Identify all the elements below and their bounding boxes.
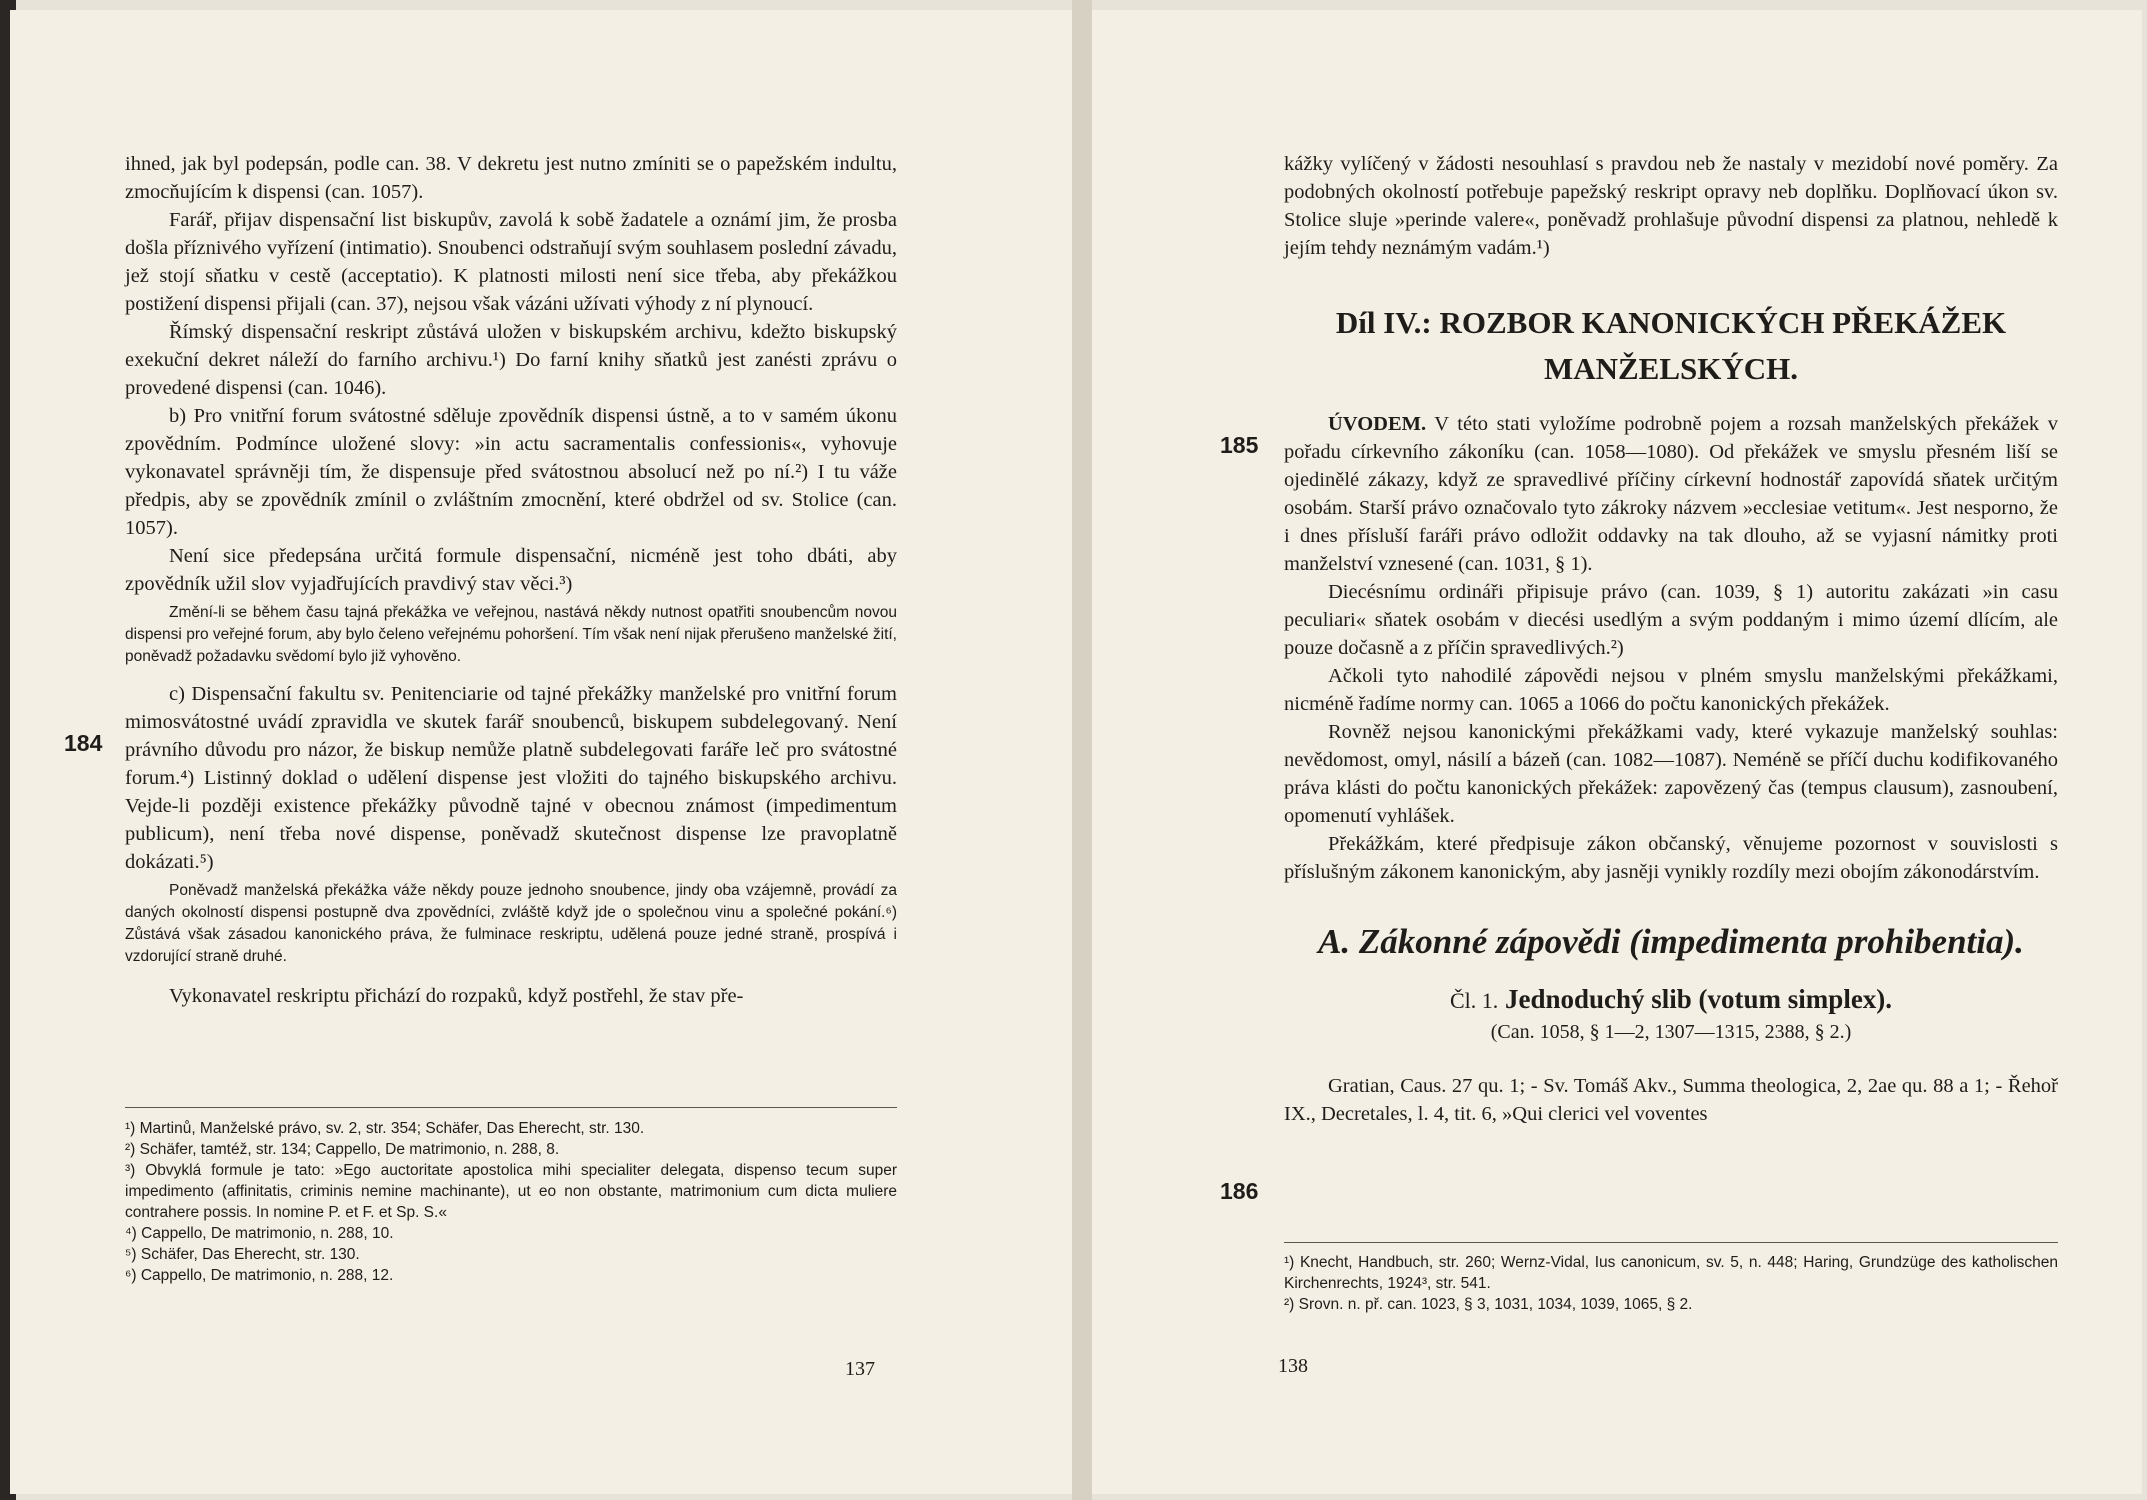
paragraph: Ačkoli tyto nahodilé zápovědi nejsou v plném smyslu manželskými překážkami, nicméně řadíme normy can. 1065 a 1066 do počtu kanonických překážek.	[1284, 665, 2058, 715]
left-main-text	[125, 150, 897, 1010]
footnote: ⁴) Cappello, De matrimonio, n. 288, 10.	[125, 1225, 394, 1242]
paragraph: Gratian, Caus. 27 qu. 1; - Sv. Tomáš Akv., Summa theologica, 2, 2ae qu. 88 a 1; - Řehoř IX., Decretales, l. 4, tit. 6, »Qui clerici vel voventes	[1284, 1075, 2058, 1125]
paragraph: Diecésnímu ordináři připisuje právo (can. 1039, § 1) autoritu zakázati »in casu peculiari« sňatek osobám v diecési usedlým a svým poddaným i mimo území dlícím, ale pouze dočasně a z příčin spravedlivých.²)	[1284, 581, 2058, 659]
paragraph: Římský dispensační reskript zůstává uložen v biskupském archivu, kdežto biskupský exekuční dekret náleží do farního archivu.¹) Do farní knihy sňatků jest zanésti zprávu o provedené dispensi (can. 1046).	[125, 321, 897, 399]
paragraph: b) Pro vnitřní forum svátostné sděluje zpovědník dispensi ústně, a to v samém úkonu zpovědním. Podmínce uložené slovy: »in actu sacramentalis confessionis«, vyhovuje vykonavatel správněji tím, že dispensuje před svátostnou absolucí než po ní.²) I tu váže předpis, aby se zpovědník zmínil o zvláštním zmocnění, které obdržel od sv. Stolice (can. 1057).	[125, 405, 897, 539]
paragraph: Překážkám, které předpisuje zákon občanský, věnujeme pozornost v souvislosti s příslušným zákonem kanonickým, aby jasněji vynikly rozdíly mezi obojím zákonodárstvím.	[1284, 833, 2058, 883]
section-heading	[1284, 300, 2058, 392]
paragraph: Vykonavatel reskriptu přichází do rozpaků, když postřehl, že stav pře-	[169, 985, 744, 1007]
footnote: ¹) Knecht, Handbuch, str. 260; Wernz-Vidal, Ius canonicum, sv. 5, n. 448; Haring, Grundzüge des katholischen Kirchenrechts, 1924³, str. 541.	[1284, 1254, 2058, 1292]
small-print-note: Změní-li se během času tajná překážka ve veřejnou, nastává někdy nutnost opatřiti snoubencům novou dispensi pro veřejné forum, aby bylo čeleno veřejnému pohoršení. Tím však není nijak přerušeno manželské žití, poněvadž požadavku svědomí bylo již vyhověno.	[125, 604, 897, 665]
footnote-rule	[1284, 1242, 2058, 1243]
paragraph-text: V této stati vyložíme podrobně pojem a rozsah manželských překážek v pořadu církevního zákoníku (can. 1058—1080). Od překážek ve smyslu přesném liší se ojedinělé zákazy, když ze spravedlivé příčiny církevní hodnostář zapovídá sňatek určitým osobám. Starší právo označovalo tyto zákroky názvem »ecclesiae vetitum«. Jest nesporno, že i dnes přísluší faráři právo odložit oddavky na tak dlouho, až se vyjasní námitky proti manželství vznesené (can. 1031, § 1).	[1284, 413, 2058, 575]
section-heading-line: MANŽELSKÝCH.	[1543, 351, 1799, 386]
footnote-rule	[125, 1107, 897, 1108]
paragraph: Rovněž nejsou kanonickými překážkami vady, které vykazuje manželský souhlas: nevědomost, omyl, násilí a bázeň (can. 1082—1087). Neméně se příčí duchu kodifikovaného práva klásti do počtu kanonických překážek: zapovězený čas (tempus clausum), zasnoubení, opomenutí vyhlášek.	[1284, 721, 2058, 827]
right-page	[1092, 10, 2142, 1494]
paragraph: kážky vylíčený v žádosti nesouhlasí s pravdou neb že nastaly v mezidobí nové poměry. Za podobných okolností potřebuje papežský reskript opravy neb doplňku. Doplňovací úkon sv. Stolice sluje »perinde valere«, poněvadž prohlašuje původní dispensi za platnou, nehledě k jejím tehdy neznámým vadám.¹)	[1284, 153, 2058, 259]
section-heading-line: Díl IV.: ROZBOR KANONICKÝCH PŘEKÁŽEK	[1335, 305, 2007, 340]
margin-number: 185	[1220, 432, 1259, 458]
page-number: 137	[845, 1358, 875, 1380]
footnotes	[1284, 1252, 2058, 1315]
paragraph: ihned, jak byl podepsán, podle can. 38. V dekretu jest nutno zmíniti se o papežském indultu, zmocňujícím k dispensi (can. 1057).	[125, 153, 897, 203]
footnote: ¹) Martinů, Manželské právo, sv. 2, str. 354; Schäfer, Das Eherecht, str. 130.	[125, 1120, 645, 1137]
left-page	[10, 10, 1072, 1494]
footnote: ²) Schäfer, tamtéž, str. 134; Cappello, De matrimonio, n. 288, 8.	[125, 1141, 560, 1158]
footnote: ⁶) Cappello, De matrimonio, n. 288, 12.	[125, 1267, 394, 1284]
footnotes	[125, 1118, 897, 1286]
small-print-note: Poněvadž manželská překážka váže někdy pouze jednoho snoubence, jindy oba vzájemně, provádí za daných okolností dispensi postupně dva zpovědníci, zvláště když jde o společnou vinu a společné pokání.⁶) Zůstává však zásadou kanonického práva, že fulminace reskriptu, udělená pouze jedné straně, prospívá i vzdorující straně druhé.	[125, 882, 897, 965]
subsection-heading: A. Zákonné zápovědi (impedimenta prohibentia).	[1318, 922, 2024, 961]
right-main-text	[1284, 150, 2058, 1128]
article-heading	[1284, 984, 2058, 1015]
paragraph: Farář, přijav dispensační list biskupův, zavolá k sobě žadatele a oznámí jim, že prosba došla příznivého vyřízení (intimatio). Snoubenci odstraňují svým souhlasem poslední závadu, jež stojí sňatku v cestě (acceptatio). K platnosti milosti není sice třeba, aby překážkou postižení dispensi přijali (can. 37), nejsou však vázáni užívati výhody z ní plynoucí.	[125, 209, 897, 315]
margin-number: 184	[64, 730, 103, 756]
paragraph: Není sice předepsána určitá formule dispensační, nicméně jest toho dbáti, aby zpovědník užil slov vyjadřujících pravdivý stav věci.³)	[125, 545, 897, 595]
page-number: 138	[1278, 1355, 1308, 1377]
margin-number: 186	[1220, 1178, 1259, 1204]
article-references: (Can. 1058, § 1—2, 1307—1315, 2388, § 2.)	[1490, 1021, 1852, 1043]
lead-word: ÚVODEM.	[1328, 413, 1427, 435]
gutter	[1072, 0, 1092, 1500]
paragraph: c) Dispensační fakultu sv. Penitenciarie od tajné překážky manželské pro vnitřní forum mimosvátostné uvádí zpravidla ve skutek farář snoubenců, biskupem subdelegovaný. Není právního důvodu pro názor, že biskup nemůže platně subdelegovati faráře leč pro svátostné forum.⁴) Listinný doklad o udělení dispense jest vložiti do tajného biskupského archivu. Vejde-li později existence překážky původně tajné v obecnou známost (impedimentum publicum), není třeba nové dispense, poněvadž skutečnost dispense lze pravoplatně dokázati.⁵)	[125, 683, 897, 873]
footnote: ³) Obvyklá formule je tato: »Ego auctoritate apostolica mihi specialiter delegata, dispenso tecum super impedimento (affinitatis, criminis nemine machinante), ut eo non obstante, matrimonium cum dicta muliere contrahere possis. In nomine P. et F. et Sp. S.«	[125, 1162, 897, 1221]
paragraph	[1284, 410, 2058, 578]
footnote: ⁵) Schäfer, Das Eherecht, str. 130.	[125, 1246, 360, 1263]
article-prefix: Čl. 1.	[1449, 988, 1499, 1013]
footnote: ²) Srovn. n. př. can. 1023, § 3, 1031, 1034, 1039, 1065, § 2.	[1284, 1296, 1693, 1313]
article-title: Jednoduchý slib (votum simplex).	[1504, 984, 1893, 1014]
